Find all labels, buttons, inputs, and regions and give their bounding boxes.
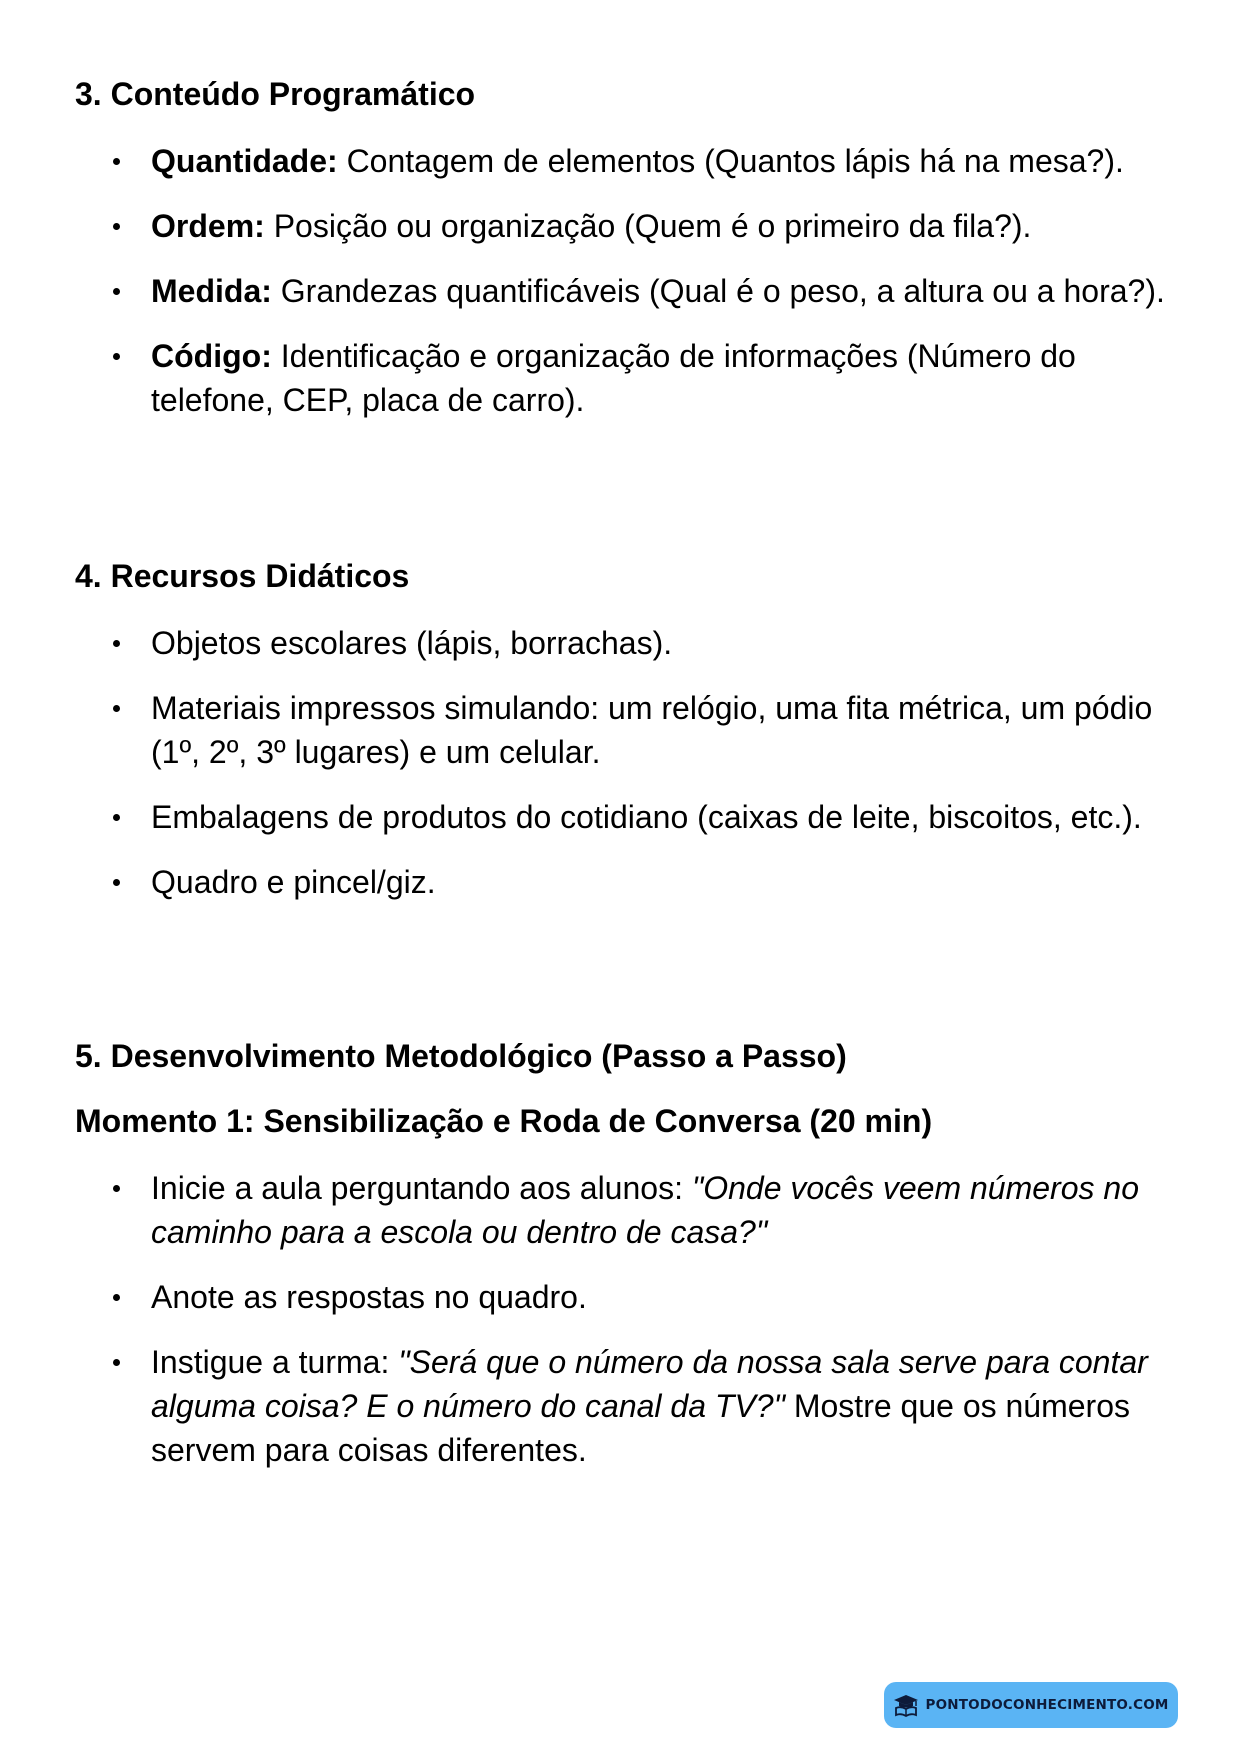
list-item: Objetos escolares (lápis, borrachas). [0, 621, 1241, 665]
item-text: Grandezas quantificáveis (Qual é o peso, a altura ou a hora?). [271, 273, 1165, 309]
list-item [0, 334, 1241, 422]
section-3-heading: 3. Conteúdo Programático [75, 76, 476, 112]
item-text: Inicie a aula perguntando aos alunos: [151, 1170, 692, 1206]
section-5-heading: 5. Desenvolvimento Metodológico (Passo a Passo) [75, 1038, 847, 1074]
list-item [0, 139, 1241, 183]
site-badge[interactable] [884, 1682, 1178, 1728]
list-item: Quadro e pincel/giz. [0, 860, 1241, 904]
item-label: Ordem: [151, 208, 265, 244]
section-4-heading: 4. Recursos Didáticos [75, 558, 410, 594]
graduation-cap-book-icon [893, 1692, 919, 1718]
item-text: Anote as respostas no quadro. [151, 1279, 587, 1315]
moment-1-heading: Momento 1: Sensibilização e Roda de Conversa (20 min) [75, 1103, 933, 1139]
item-label: Código: [151, 338, 272, 374]
item-text: Instigue a turma: [151, 1344, 399, 1380]
list-item [0, 204, 1241, 248]
list-item: Embalagens de produtos do cotidiano (caixas de leite, biscoitos, etc.). [0, 795, 1241, 839]
list-item: Materiais impressos simulando: um relógio, uma fita métrica, um pódio (1º, 2º, 3º lugares) e um celular. [0, 686, 1241, 774]
item-text-after: Mostre que os números servem para coisas diferentes. [151, 1388, 1130, 1468]
item-text: Identificação e organização de informações (Número do telefone, CEP, placa de carro). [151, 338, 1076, 418]
item-label: Quantidade: [151, 143, 338, 179]
list-item [0, 1166, 1241, 1254]
section-5-list [0, 1166, 1241, 1493]
item-quote: "Onde vocês veem números no caminho para a escola ou dentro de casa?" [151, 1170, 1139, 1250]
badge-text: PONTODOCONHECIMENTO.COM [925, 1697, 1169, 1713]
item-quote: "Será que o número da nossa sala serve para contar alguma coisa? E o número do canal da TV?" [151, 1344, 1148, 1424]
item-text: Posição ou organização (Quem é o primeiro da fila?). [264, 208, 1032, 244]
list-item [0, 1340, 1241, 1472]
item-text: Contagem de elementos (Quantos lápis há na mesa?). [337, 143, 1124, 179]
list-item [0, 1275, 1241, 1319]
section-4-list [0, 621, 1241, 925]
list-item [0, 269, 1241, 313]
section-3-list [0, 139, 1241, 443]
item-label: Medida: [151, 273, 272, 309]
